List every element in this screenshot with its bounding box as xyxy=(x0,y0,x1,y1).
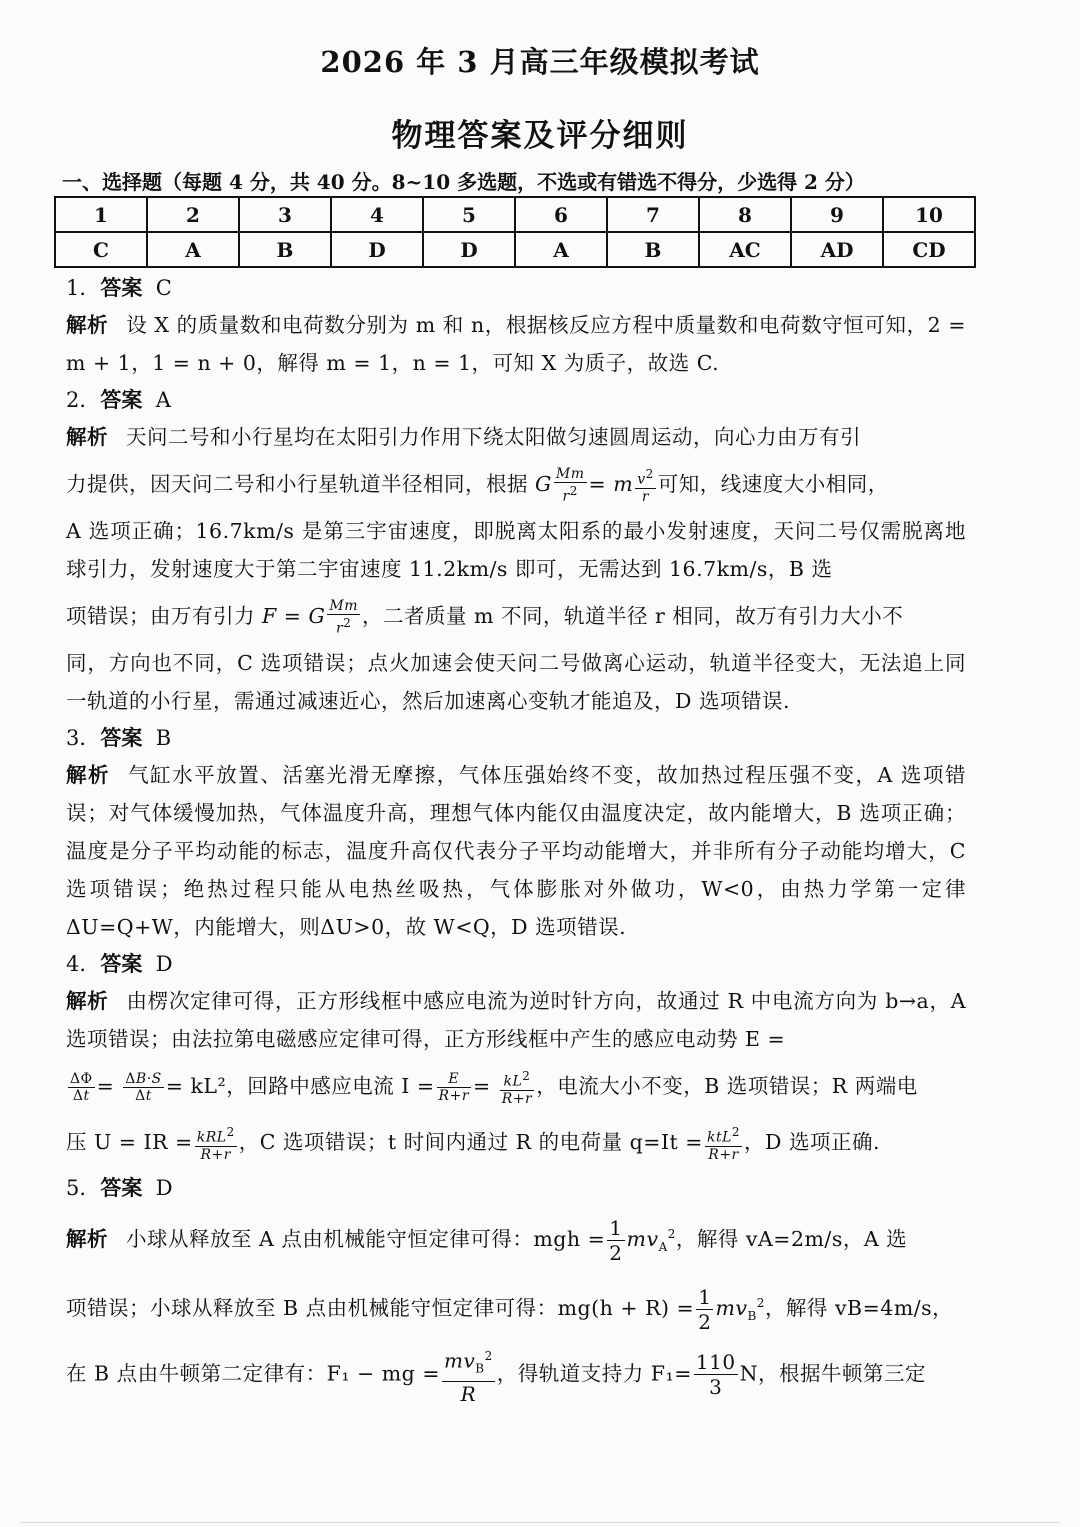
answer-cell: A xyxy=(147,232,239,267)
q4-answer-line xyxy=(66,946,966,982)
fraction-mm-r2-gravity: $\frac{Mm}{r^2}$ xyxy=(329,598,358,637)
q4-answer: D xyxy=(155,952,173,976)
q5-analysis-text-3c: N，根据牛顿第三定 xyxy=(739,1361,927,1386)
question-number-cell: 5 xyxy=(423,197,515,232)
fraction-one-half-b: $\frac{1}{2}$ xyxy=(698,1284,712,1334)
q5-analysis-text-1b: ，解得 vA=2m/s，A 选 xyxy=(675,1226,908,1251)
answer-label: 答案 xyxy=(100,951,143,976)
answer-row xyxy=(55,232,975,267)
q2-analysis-text-1: 天问二号和小行星均在太阳引力作用下绕太阳做匀速圆周运动，向心力由万有引 xyxy=(126,425,861,449)
q2-analysis-text-2a: 力提供，因天问二号和小行星轨道半径相同，根据 xyxy=(66,472,536,496)
fraction-v2-r: $\frac{v^2}{r}$ xyxy=(637,467,654,505)
q2-analysis-text-3: A 选项正确；16.7km/s 是第三宇宙速度，即脱离太阳系的最小发射速度，天问二号仅需脱离地球引力，发射速度大于第二宇宙速度 11.2km/s 即可，无需达到 16.7km/s，B 选 xyxy=(66,519,966,581)
fraction-mm-r2: $\frac{Mm}{r^2}$ xyxy=(555,466,585,505)
q5-analysis-text-3a: 在 B 点由牛顿第二定律有：F₁ − mg = xyxy=(66,1361,441,1386)
q1-analysis xyxy=(66,306,966,382)
answer-cell: D xyxy=(331,232,423,267)
document-subtitle: 物理答案及评分细则 xyxy=(391,118,689,154)
answer-cell: B xyxy=(607,232,699,267)
q4-analysis-text-3a: 压 U = IR = xyxy=(66,1130,193,1154)
answer-cell: D xyxy=(423,232,515,267)
section-1-heading: 一、选择题（每题 4 分，共 40 分。8~10 多选题，不选或有错选不得分，少选得 2 分） xyxy=(62,170,865,194)
q2-analysis xyxy=(66,418,966,456)
fraction-mvb2-r: $\frac{mv_B^2}{R}$ xyxy=(442,1344,495,1406)
q2-number: 2． xyxy=(66,388,101,412)
page-bottom-rule xyxy=(20,1522,1060,1523)
q4-analysis-text-3b: ，C 选项错误；t 时间内通过 R 的电荷量 q=It = xyxy=(238,1130,703,1154)
fraction-kl2-rr: $\frac{kL^2}{R+r}$ xyxy=(501,1069,533,1107)
exam-title: 2026 年 3 月高三年级模拟考试 xyxy=(320,45,760,79)
formula-g: G xyxy=(535,472,552,496)
q4-analysis-text-2a: = kL²，回路中感应电流 I = xyxy=(165,1074,435,1098)
answer-cell: CD xyxy=(883,232,975,267)
q2-analysis-text-5: 同，方向也不同，C 选项错误；点火加速会使天问二号做离心运动，轨道半径变大，无法追上同一轨道的小行星，需通过减速近心，然后加速离心变轨才能追及，D 选项错误. xyxy=(66,651,966,713)
fraction-krl2-rr: $\frac{kRL^2}{R+r}$ xyxy=(196,1125,235,1163)
solutions-body xyxy=(66,270,966,1406)
answer-cell: B xyxy=(239,232,331,267)
fraction-ktl2-rr: $\frac{ktL^2}{R+r}$ xyxy=(706,1125,741,1163)
fraction-dphi-dt: $\frac{\Delta\Phi}{\Delta t}$ xyxy=(70,1071,93,1104)
q5-analysis: 解析 小球从释放至 A 点由机械能守恒定律可得：mgh = $\frac{1}{2}$ $mv_A^2$，解得 vA=2m/s，A 选 xyxy=(66,1215,908,1265)
q2-answer-line xyxy=(66,382,966,418)
answer-label: 答案 xyxy=(100,725,143,750)
q2-analysis-line-4: 项错误；由万有引力 F = G $\frac{Mm}{r^2}$ ，二者质量 m 不同，轨道半径 r 相同，故万有引力大小不 xyxy=(66,598,904,637)
question-number-cell: 4 xyxy=(331,197,423,232)
answer-label: 答案 xyxy=(100,387,143,412)
analysis-label: 解析 xyxy=(66,1226,108,1251)
q5-answer-line xyxy=(66,1170,966,1206)
question-number-cell: 8 xyxy=(699,197,791,232)
answer-key-table xyxy=(54,196,976,268)
q5-analysis-text-3b: ，得轨道支持力 F₁= xyxy=(496,1361,692,1386)
q2-analysis-text-4a: 项错误；由万有引力 xyxy=(66,604,263,628)
fraction-e-rr: $\frac{E}{R+r}$ xyxy=(438,1071,470,1104)
question-number-row xyxy=(55,197,975,232)
answer-label: 答案 xyxy=(100,1175,143,1200)
question-number-cell: 9 xyxy=(791,197,883,232)
q5-analysis-line-2: 项错误；小球从释放至 B 点由机械能守恒定律可得：mg(h + R) = $\frac{1}{2}$ $mv_B^2$，解得 vB=4m/s， xyxy=(66,1284,954,1334)
q3-number: 3． xyxy=(66,726,101,750)
q3-answer: B xyxy=(155,726,172,750)
q5-analysis-line-3 xyxy=(66,1344,966,1406)
fraction-one-half: $\frac{1}{2}$ xyxy=(609,1215,623,1265)
answer-label: 答案 xyxy=(100,275,143,300)
q2-analysis-line-3 xyxy=(66,512,966,588)
question-number-cell: 3 xyxy=(239,197,331,232)
q2-analysis-line-2: 力提供，因天问二号和小行星轨道半径相同，根据 G $\frac{Mm}{r^2}$ = m $\frac{v^2}{r}$ 可知，线速度大小相同， xyxy=(66,466,889,505)
analysis-label: 解析 xyxy=(66,763,111,787)
q1-answer-line xyxy=(66,270,966,306)
q3-answer-line xyxy=(66,720,966,756)
question-number-cell: 2 xyxy=(147,197,239,232)
q4-analysis-line-3 xyxy=(66,1114,966,1170)
q4-analysis xyxy=(66,982,966,1058)
answer-cell: AD xyxy=(791,232,883,267)
q1-analysis-text: 设 X 的质量数和电荷数分别为 m 和 n，根据核反应方程中质量数和电荷数守恒可知，2 = m + 1，1 = n + 0，解得 m = 1，n = 1，可知 X 为质子，故选 C. xyxy=(66,313,966,375)
q2-analysis-text-2b: 可知，线速度大小相同， xyxy=(657,472,889,496)
q5-analysis-text-1a: 小球从释放至 A 点由机械能守恒定律可得：mgh = xyxy=(126,1226,606,1251)
q4-analysis-text-2b: ，电流大小不变，B 选项错误；R 两端电 xyxy=(536,1074,918,1098)
q5-analysis-text-2a: 项错误；小球从释放至 B 点由机械能守恒定律可得：mg(h + R) = xyxy=(66,1295,695,1320)
q4-analysis-text-3c: ，D 选项正确. xyxy=(744,1130,880,1154)
question-number-cell: 10 xyxy=(883,197,975,232)
fraction-110-3: $\frac{110}{3}$ xyxy=(695,1350,736,1400)
q3-analysis xyxy=(66,756,966,946)
question-number-cell: 7 xyxy=(607,197,699,232)
q4-number: 4． xyxy=(66,952,101,976)
question-number-cell: 6 xyxy=(515,197,607,232)
fraction-dbs-dt: $\frac{\Delta B\cdot S}{\Delta t}$ xyxy=(125,1071,162,1104)
answer-cell: A xyxy=(515,232,607,267)
analysis-label: 解析 xyxy=(66,313,109,337)
q4-analysis-line-2: $\frac{\Delta\Phi}{\Delta t}$ = $\frac{\Delta B\cdot S}{\Delta t}$ = kL²，回路中感应电流 I = $\frac{E}{R+r}$ = $\frac{kL^2}{R+r}$ ，电流大小不变，B 选项错误；R 两端电 xyxy=(70,1069,918,1107)
q3-analysis-text: 气缸水平放置、活塞光滑无摩擦，气体压强始终不变，故加热过程压强不变，A 选项错误；对气体缓慢加热，气体温度升高，理想气体内能仅由温度决定，故内能增大，B 选项正确；温度是分子平均动能的标志，温度升高仅代表分子平均动能增大，并非所有分子动能均增大，C 选项错误；绝热过程只能从电热丝吸热，气体膨胀对外做功，W<0，由热力学第一定律ΔU=Q+W，内能增大，则ΔU>0，故 W<Q，D 选项错误. xyxy=(66,763,966,939)
analysis-label: 解析 xyxy=(66,989,109,1013)
q2-analysis-text-4b: ，二者质量 m 不同，轨道半径 r 相同，故万有引力大小不 xyxy=(362,604,904,628)
q4-analysis-text-1: 由楞次定律可得，正方形线框中感应电流为逆时针方向，故通过 R 中电流方向为 b→a，A 选项错误；由法拉第电磁感应定律可得，正方形线框中产生的感应电动势 E = xyxy=(66,989,967,1051)
q5-analysis-text-2b: ，解得 vB=4m/s， xyxy=(764,1295,954,1320)
q2-answer: A xyxy=(155,388,171,412)
q5-number: 5． xyxy=(66,1176,101,1200)
q5-answer: D xyxy=(155,1176,173,1200)
analysis-label: 解析 xyxy=(66,425,108,449)
q1-number: 1． xyxy=(66,276,101,300)
q1-answer: C xyxy=(155,276,172,300)
question-number-cell: 1 xyxy=(55,197,147,232)
q2-analysis-line-5 xyxy=(66,644,966,720)
answer-cell: C xyxy=(55,232,147,267)
answer-cell: AC xyxy=(699,232,791,267)
